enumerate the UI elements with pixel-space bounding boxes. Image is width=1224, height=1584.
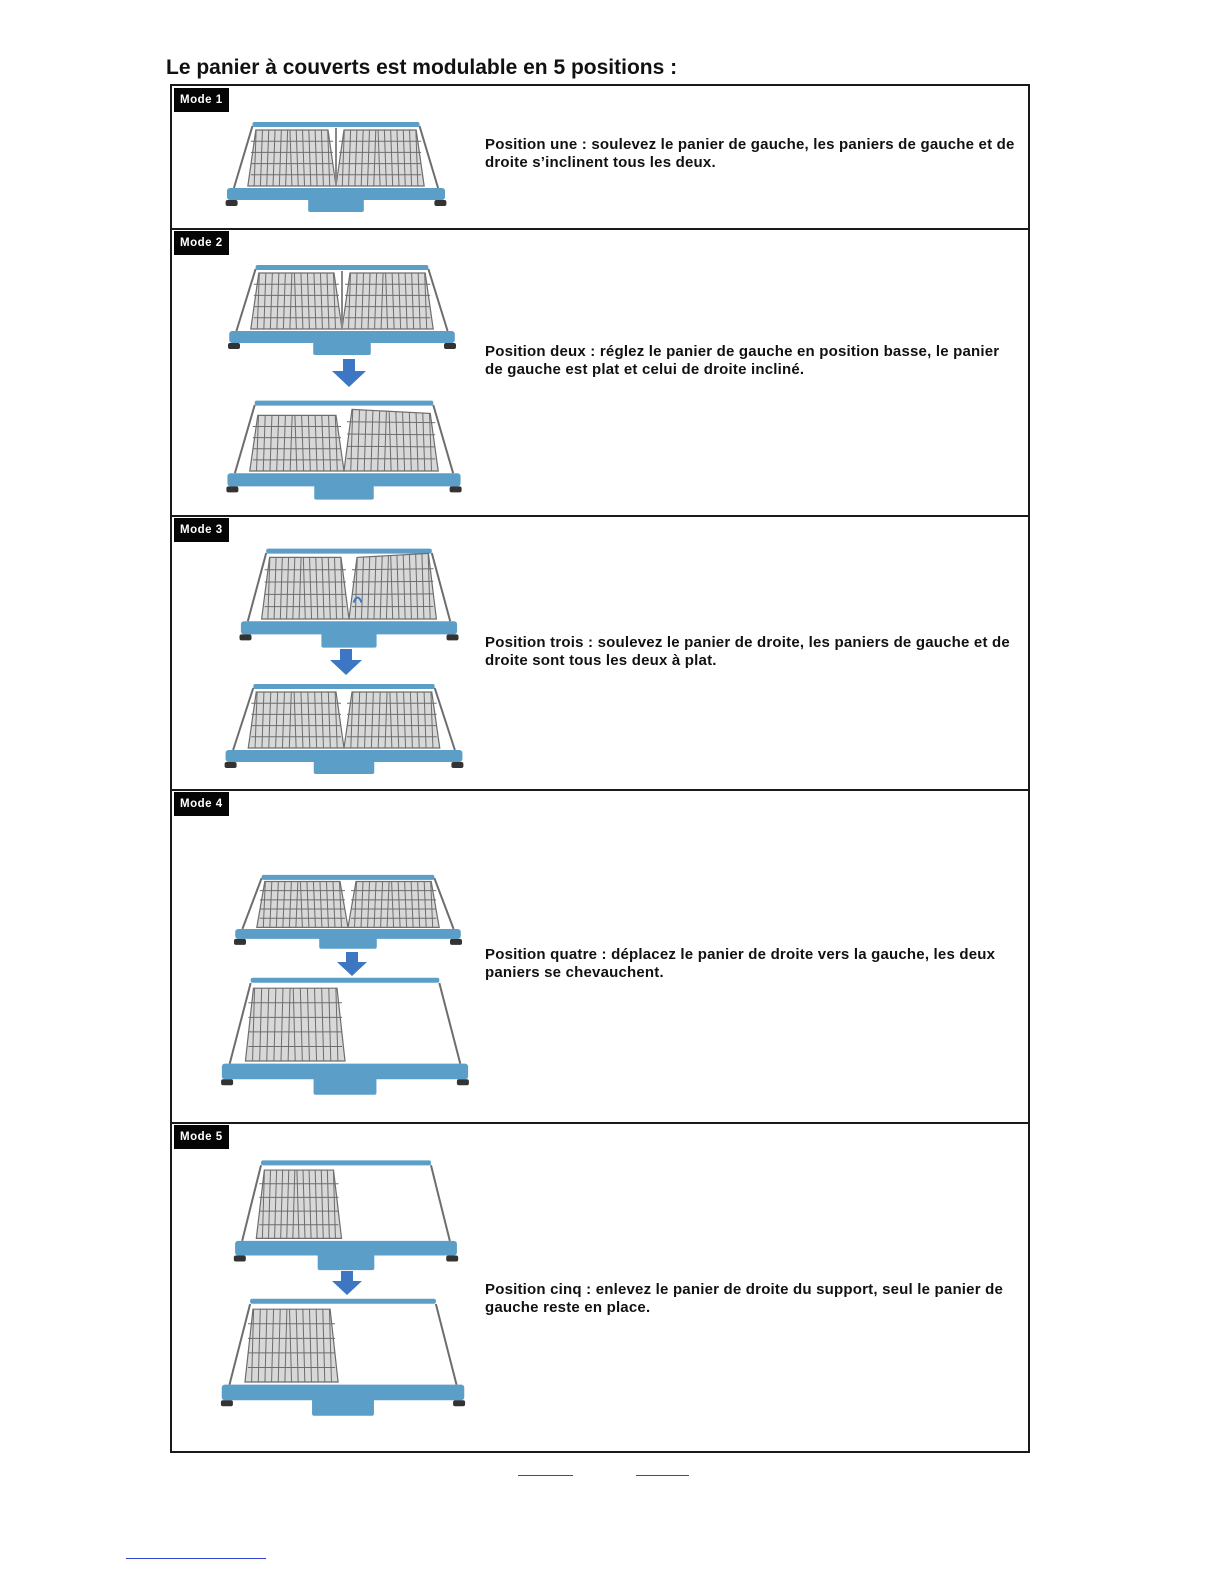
mode-3-badge: Mode 3 — [174, 518, 229, 542]
down-arrow-icon — [330, 649, 362, 675]
mode-1-badge: Mode 1 — [174, 88, 229, 112]
mode-4-description: Position quatre : déplacez le panier de droite vers la gauche, les deux paniers se chevauchent. — [485, 946, 996, 981]
link-underline — [518, 1475, 573, 1476]
rack-image — [228, 1153, 464, 1275]
down-arrow-icon — [332, 359, 366, 387]
mode-1-row — [172, 86, 1028, 230]
rack-image — [222, 259, 462, 359]
rack-image — [218, 678, 470, 778]
rack-image — [234, 542, 464, 652]
rack-image — [220, 116, 452, 216]
mode-2-badge: Mode 2 — [174, 231, 229, 255]
mode-4-row — [172, 790, 1028, 1124]
rack-image — [214, 970, 476, 1100]
modes-table — [170, 84, 1030, 1453]
mode-5-badge: Mode 5 — [174, 1125, 229, 1149]
mode-2-description: Position deux : réglez le panier de gauche en position basse, le panier de gauche est plat et celui de droite incliné. — [485, 343, 1000, 378]
mode-4-badge: Mode 4 — [174, 792, 229, 816]
rack-image — [228, 870, 468, 952]
page-title: Le panier à couverts est modulable en 5 positions : — [166, 56, 678, 79]
link-underline — [636, 1475, 689, 1476]
link-underline — [126, 1558, 266, 1559]
rack-image — [220, 394, 468, 504]
mode-2-row — [172, 229, 1028, 517]
mode-1-description: Position une : soulevez le panier de gauche, les paniers de gauche et de droite s’inclinent tous les deux. — [485, 136, 1015, 171]
mode-3-row — [172, 516, 1028, 791]
mode-3-description: Position trois : soulevez le panier de droite, les paniers de gauche et de droite sont tous les deux à plat. — [485, 634, 1010, 669]
mode-5-description: Position cinq : enlevez le panier de droite du support, seul le panier de gauche reste en place. — [485, 1281, 1004, 1316]
rack-image — [214, 1291, 472, 1421]
mode-5-row — [172, 1123, 1028, 1455]
